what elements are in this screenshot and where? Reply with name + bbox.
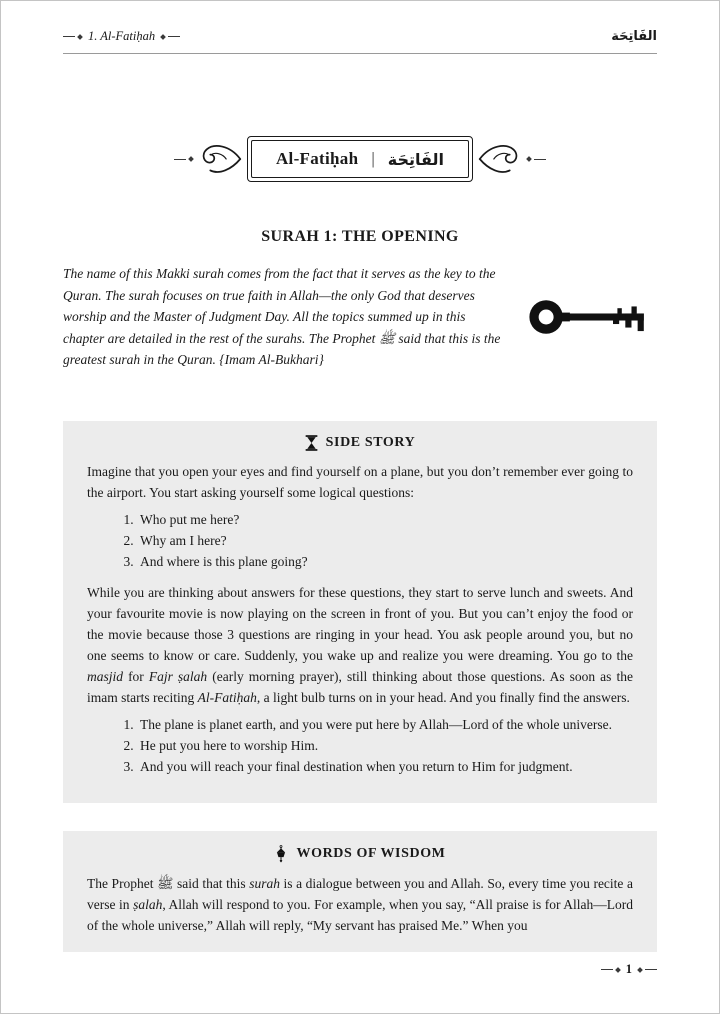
surah-intro [63,263,657,371]
surah-title-arabic: الفَاتِحَة [387,149,444,169]
page-header [63,29,657,44]
words-of-wisdom-title [87,845,633,863]
surah-banner [63,136,657,182]
arrow-ornament-icon [161,35,180,39]
side-story-box [63,421,657,803]
list-item: 2. Why am I here? [137,530,633,551]
banner-flourish-icon [198,141,242,177]
box-title-text: SIDE STORY [325,434,416,450]
questions-list [87,509,633,572]
list-item: 3. And where is this plane going? [137,551,633,572]
lamp-icon [274,845,288,863]
arrow-ornament-icon [527,157,546,161]
banner-separator: | [371,149,375,168]
surah-intro-text: The name of this Makki surah comes from the fact that it serves as the key to the Quran. The surah focuses on true faith in Allah—the only God that deserves worship and the Master of Judgment Day. All the topics summed up in this chapter are detailed in the rest of the surahs. The Prophet ﷺ said that this is the greatest surah in the Quran. {Imam Al-Bukhari} [63,266,501,367]
header-chapter-text: 1. Al-Fatiḥah [88,29,156,43]
page-footer [601,962,657,977]
surah-title-english: Al-Fatiḥah [275,149,359,168]
side-story-paragraph: While you are thinking about answers for these questions, they start to serve lunch and sweets. And your favourite movie is now playing on the screen in front of you. But you can’t enjoy the food or the movie because those 3 questions are ringing in your head. You ask people around you, but no one seems to know or care. Suddenly, you wake up and realize you were dreaming. You go to the masjid for Fajr ṣalah (early morning prayer), still thinking about those questions. As soon as the imam starts reciting Al-Fatiḥah, a light bulb turns on in your head. And you finally find the answers. [87,584,633,705]
header-chapter-label [63,29,180,44]
header-arabic-title: الفَاتِحَة [611,29,657,44]
side-story-paragraph: Imagine that you open your eyes and find yourself on a plane, but you don’t remember ever going to the airport. You start asking yourself some logical questions: [87,463,633,500]
arrow-ornament-icon [174,157,193,161]
banner-flourish-icon [478,141,522,177]
key-icon [525,288,657,346]
header-rule [63,53,657,54]
words-of-wisdom-paragraph: The Prophet ﷺ said that this surah is a dialogue between you and Allah. So, every time you recite a verse in ṣalah, Allah will respond to you. For example, when you say, “All praise is for Allah—Lord of the whole universe,” Allah will reply, “My servant has praised Me.” When you [87,875,634,933]
page-number: 1 [625,962,632,976]
arrow-ornament-icon [63,35,82,39]
answers-list [87,714,633,777]
arrow-ornament-icon [638,968,657,972]
list-item: 3. And you will reach your final destination when you return to Him for judgment. [137,756,633,777]
box-title-text: WORDS OF WISDOM [296,845,446,861]
surah-banner-box [247,136,473,182]
list-item: 1. The plane is planet earth, and you were put here by Allah—Lord of the whole universe. [137,714,633,735]
arrow-ornament-icon [601,968,620,972]
list-item: 2. He put you here to worship Him. [137,735,633,756]
surah-heading: SURAH 1: THE OPENING [261,228,459,245]
list-item: 1. Who put me here? [137,509,633,530]
words-of-wisdom-box [63,831,657,952]
hourglass-icon [305,435,318,451]
side-story-title [87,435,633,451]
